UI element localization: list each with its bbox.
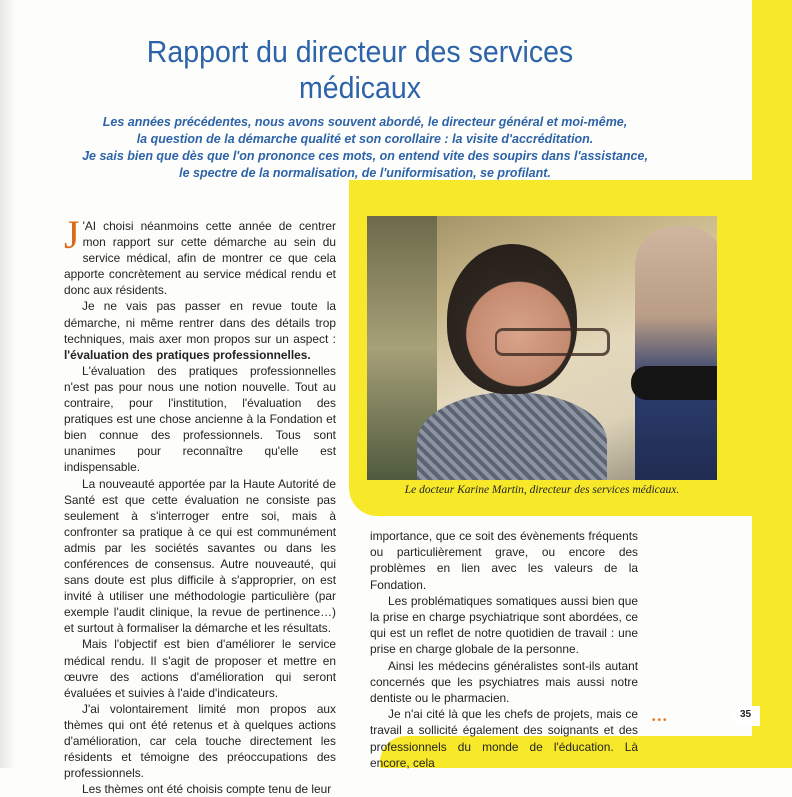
paragraph: J'ai volontairement limité mon propos aux thèmes qui ont été retenus et à quelques actions d'amélioration, car cela touche directement les résidents et témoigne des préoccupations des professionnels. (64, 701, 336, 781)
intro-line: la question de la démarche qualité et son corollaire : la visite d'accréditation. (136, 132, 594, 146)
glasses (495, 328, 610, 356)
speaker-head (447, 244, 577, 394)
background-person (635, 226, 717, 480)
continuation-dots: ••• (652, 715, 669, 726)
emphasis: l'évaluation des pratiques professionnelles. (64, 347, 311, 362)
page-gutter (0, 0, 14, 768)
page-number: 35 (740, 709, 752, 720)
intro-text (70, 114, 660, 182)
paragraph: Mais l'objectif est bien d'améliorer le service médical rendu. Il s'agit de proposer et mettre en œuvre des actions d'amélioration qui seront évaluées et suivies à l'aide d'indicateurs. (64, 637, 336, 700)
side-decor-text (756, 20, 786, 290)
paragraph: La nouveauté apportée par la Haute Autorité de Santé est que cette évaluation ne consiste pas seulement à s'interroger entre soi, mais à confronter sa pratique à ce qui est communément admis par les sociétés savantes ou dans les conférences de consensus. Autre nouveauté, qui sans doute est plus difficile à s'approprier, on est invité à utiliser une méthodologie particulière (par exemple l'audit clinique, la revue de pertinence…) et surtout à formaliser la démarche et les résultats. (64, 476, 336, 636)
portrait-photo (367, 216, 717, 480)
page-title: Rapport du directeur des services médicaux (146, 34, 574, 105)
intro-line: Les années précédentes, nous avons souvent abordé, le directeur général et moi-même, (102, 115, 628, 129)
intro-line: Je sais bien que dès que l'on prononce ces mots, on entend vite des soupirs dans l'assistance, (82, 149, 648, 163)
paragraph: Je ne vais pas passer en revue toute la démarche, ni même rentrer dans des détails trop techniques, mais axer mon propos sur un aspect : l'évaluation des pratiques professionnelles. (64, 299, 336, 362)
scarf (417, 392, 607, 480)
paragraph: Je n'ai cité là que les chefs de projets, mais ce travail a sollicité également des soignants et des professionnels du monde de l'éducation. Là encore, cela (370, 707, 638, 770)
intro-line: le spectre de la normalisation, de l'uniformisation, se profilant. (179, 166, 551, 180)
paragraph: importance, que ce soit des évènements fréquents ou particulièrement grave, ou encore des problèmes en lien avec les valeurs de la Fondation. (370, 529, 638, 592)
right-column (370, 528, 638, 771)
drop-cap: J (64, 212, 80, 257)
paragraph: L'évaluation des pratiques professionnelles n'est pas pour nous une notion nouvelle. Tout au contraire, pour l'institution, l'évaluation des pratiques est une chose ancienne à la Fondation et bien connue des professionnels. Tous sont unanimes pour reconnaître qu'elle est indispensable. (64, 363, 336, 475)
paragraph: Ainsi les médecins généralistes sont-ils autant concernés que les psychiatres mais aussi notre dentiste ou le pharmacien. (370, 658, 638, 706)
microphone (631, 366, 717, 400)
paragraph: J 'AI choisi néanmoins cette année de centrer mon rapport sur cette démarche au sein du service médical, afin de montrer ce que cela apporte concrètement au service médical rendu et donc aux résidents. (64, 212, 336, 298)
left-column (64, 212, 336, 797)
paragraph: Les problématiques somatiques aussi bien que la prise en charge psychiatrique sont abordées, ce qui est un reflet de notre quotidien de travail : une prise en charge globale de la personne. (370, 593, 638, 657)
paragraph: Les thèmes ont été choisis compte tenu de leur (82, 782, 332, 797)
photo-caption: Le docteur Karine Martin, directeur des services médicaux. (404, 484, 680, 496)
